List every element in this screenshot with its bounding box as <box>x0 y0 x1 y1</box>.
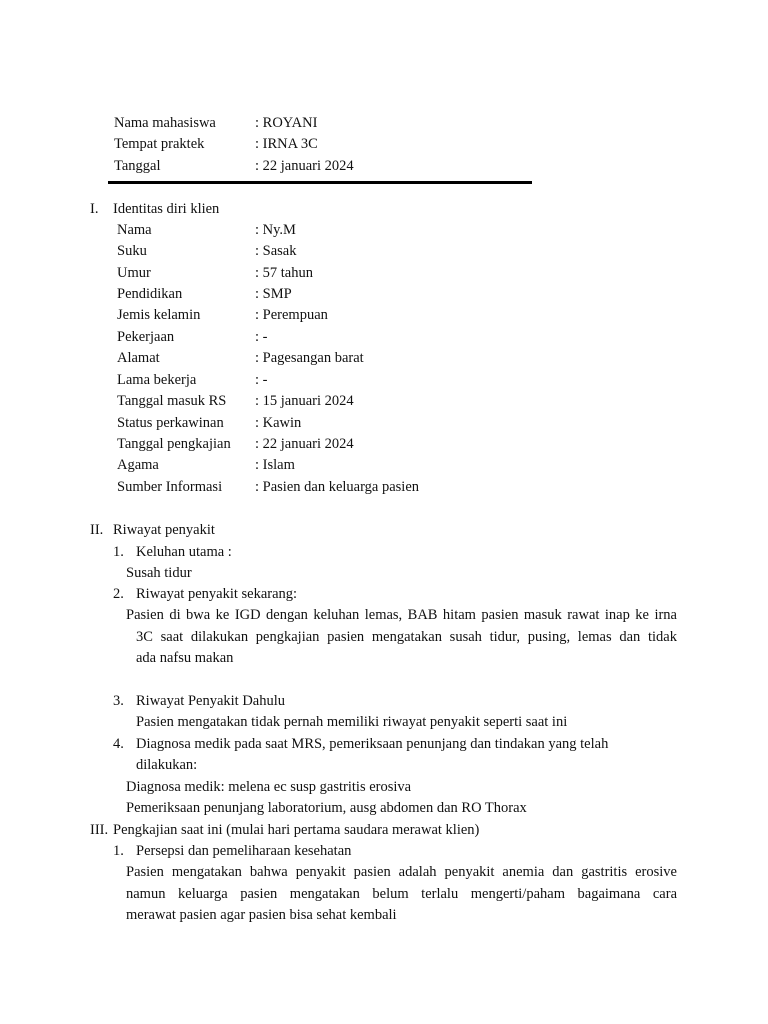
field-value: : 22 januari 2024 <box>255 436 354 452</box>
field-label: Jemis kelamin <box>117 307 201 323</box>
field-value: : Pagesangan barat <box>255 350 364 366</box>
chief-complaint-text: Susah tidur <box>126 565 192 581</box>
field-value: : Sasak <box>255 243 297 259</box>
current-illness-text <box>126 605 677 670</box>
field-value: : IRNA 3C <box>255 136 318 152</box>
paragraph-line: merawat pasien agar pasien bisa sehat kembali <box>126 907 397 923</box>
list-item-health-perception <box>113 841 352 863</box>
field-label: Lama bekerja <box>117 372 197 388</box>
section-number: I. <box>90 201 99 217</box>
item-title: Keluhan utama : <box>136 544 232 560</box>
field-label: Agama <box>117 457 159 473</box>
field-value: : Kawin <box>255 415 302 431</box>
section-title: Riwayat penyakit <box>113 522 215 538</box>
field-value: : Pasien dan keluarga pasien <box>255 479 420 495</box>
field-value: : 57 tahun <box>255 265 313 281</box>
field-label: Alamat <box>117 350 160 366</box>
field-label: Suku <box>117 243 147 259</box>
section-number: II. <box>90 522 104 538</box>
supporting-exam-text: Pemeriksaan penunjang laboratorium, ausg abdomen dan RO Thorax <box>126 800 527 816</box>
field-label: Sumber Informasi <box>117 479 223 495</box>
paragraph-line: ada nafsu makan <box>136 650 234 666</box>
section-1-heading <box>90 199 220 221</box>
item-title: Riwayat Penyakit Dahulu <box>136 693 286 709</box>
list-item-chief-complaint <box>113 542 232 564</box>
field-value: : 22 januari 2024 <box>255 158 354 174</box>
field-value: : Ny.M <box>255 222 296 238</box>
field-value: : Perempuan <box>255 307 328 323</box>
field-value: : Islam <box>255 457 295 473</box>
field-label: Tempat praktek <box>114 136 205 152</box>
paragraph-line: 3C saat dilakukan pengkajian pasien mengatakan susah tidur, pusing, lemas dan tidak <box>136 628 677 645</box>
section-number: III. <box>90 822 109 838</box>
field-label: Tanggal pengkajian <box>117 436 231 452</box>
header-divider <box>108 181 532 184</box>
past-illness-text: Pasien mengatakan tidak pernah memiliki riwayat penyakit seperti saat ini <box>136 714 568 730</box>
item-number: 3. <box>113 693 124 709</box>
list-item-past-illness <box>113 691 286 713</box>
list-item-diagnosis <box>113 734 609 756</box>
field-label: Pendidikan <box>117 286 183 302</box>
field-value: : - <box>255 329 268 345</box>
field-label: Nama <box>117 222 152 238</box>
field-value: : ROYANI <box>255 115 318 131</box>
paragraph-line: namun keluarga pasien mengatakan belum terlalu mengerti/paham bagaimana cara <box>126 885 677 902</box>
section-3-heading <box>90 820 480 842</box>
field-label: Tanggal <box>114 158 161 174</box>
list-item-current-illness <box>113 584 298 606</box>
field-label: Pekerjaan <box>117 329 175 345</box>
field-value: : SMP <box>255 286 292 302</box>
field-label: Tanggal masuk RS <box>117 393 227 409</box>
item-number: 4. <box>113 736 124 752</box>
section-title: Identitas diri klien <box>113 201 220 217</box>
item-number: 1. <box>113 544 124 560</box>
section-2-heading <box>90 520 215 542</box>
item-title: Persepsi dan pemeliharaan kesehatan <box>136 843 352 859</box>
item-title: Diagnosa medik pada saat MRS, pemeriksaan penunjang dan tindakan yang telah <box>136 736 609 752</box>
item-title: Riwayat penyakit sekarang: <box>136 586 298 602</box>
field-label: Umur <box>117 265 151 281</box>
field-label: Nama mahasiswa <box>114 115 216 131</box>
health-perception-text <box>126 862 677 927</box>
item-number: 1. <box>113 843 124 859</box>
diagnosis-title-continued: dilakukan: <box>136 757 198 773</box>
field-value: : 15 januari 2024 <box>255 393 354 409</box>
field-label: Status perkawinan <box>117 415 224 431</box>
section-title: Pengkajian saat ini (mulai hari pertama saudara merawat klien) <box>113 822 480 838</box>
field-value: : - <box>255 372 268 388</box>
item-number: 2. <box>113 586 124 602</box>
paragraph-line: Pasien mengatakan bahwa penyakit pasien adalah penyakit anemia dan gastritis erosive <box>126 864 677 880</box>
medical-diagnosis-text: Diagnosa medik: melena ec susp gastritis erosiva <box>126 779 412 795</box>
paragraph-line: Pasien di bwa ke IGD dengan keluhan lemas, BAB hitam pasien masuk rawat inap ke irna <box>126 607 677 623</box>
